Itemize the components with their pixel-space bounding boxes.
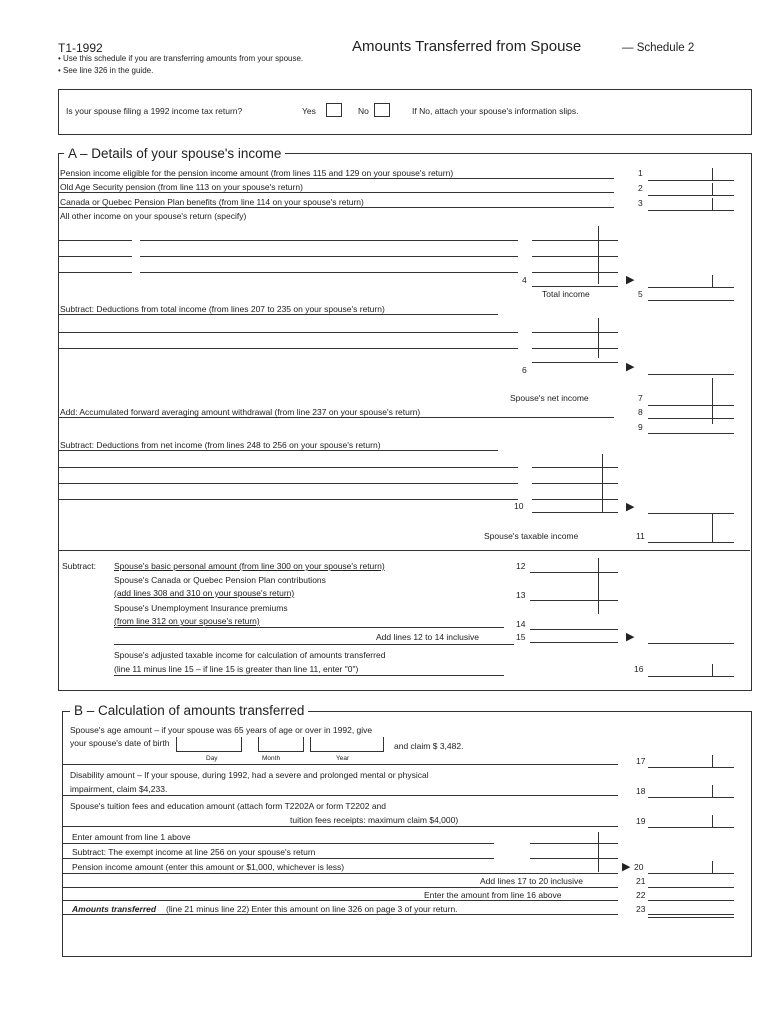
add-accum-label: Add: Accumulated forward averaging amount withdrawal (from line 237 on your spouse's return) [60, 407, 421, 417]
schedule-label: — Schedule 2 [622, 42, 695, 54]
line-number-2: 2 [638, 183, 643, 193]
add-12-14-label: Add lines 12 to 14 inclusive [376, 632, 480, 642]
no-checkbox[interactable] [374, 103, 390, 117]
line15-field[interactable] [530, 642, 618, 643]
add-17-20-label: Add lines 17 to 20 inclusive [480, 876, 584, 886]
cpp-label-2: (add lines 308 and 310 on your spouse's return) [114, 588, 295, 598]
line-number-16: 16 [634, 664, 644, 674]
line16-field[interactable] [648, 676, 734, 677]
month-caption: Month [262, 755, 281, 762]
total-income-label: Total income [542, 289, 590, 299]
line1-label: Pension income eligible for the pension income amount (from lines 115 and 129 on your spouse's return) [60, 168, 454, 178]
arrow-line20: ▶ [622, 861, 631, 873]
other-amt-1[interactable] [532, 240, 618, 241]
line-number-4: 4 [522, 275, 527, 285]
other-amt-2[interactable] [532, 256, 618, 257]
line12-field[interactable] [530, 572, 618, 573]
spouse-question: Is your spouse filing a 1992 income tax return? [66, 106, 243, 116]
other-income-label: All other income on your spouse's return (specify) [60, 211, 247, 221]
line-number-18: 18 [636, 786, 646, 796]
netded-spec-3[interactable] [58, 499, 518, 500]
line10-total-field[interactable] [648, 513, 734, 514]
arrow-line10: ▶ [626, 501, 635, 513]
line-number-21: 21 [636, 876, 646, 886]
arrow-line15: ▶ [626, 631, 635, 643]
line4-total-field[interactable] [648, 287, 734, 288]
line20-field[interactable] [648, 873, 734, 874]
line15-total-field[interactable] [648, 643, 734, 644]
line4-field[interactable] [532, 286, 618, 287]
line-number-12: 12 [516, 561, 526, 571]
line-number-10: 10 [514, 501, 524, 511]
tuition-label-1: Spouse's tuition fees and education amount (attach form T2202A or form T2202 and [70, 801, 387, 811]
bullet-2: • See line 326 in the guide. [58, 66, 154, 75]
line23-field[interactable] [648, 914, 734, 915]
net-income-label: Spouse's net income [510, 393, 589, 403]
ui-label-1: Spouse's Unemployment Insurance premiums [114, 603, 288, 613]
line21-field[interactable] [648, 887, 734, 888]
line-number-19: 19 [636, 816, 646, 826]
disability-label-2: impairment, claim $4,233. [70, 784, 168, 794]
line5-field[interactable] [648, 300, 734, 301]
deduction-spec-2[interactable] [58, 348, 518, 349]
cpp-label-1: Spouse's Canada or Quebec Pension Plan contributions [114, 575, 326, 585]
netded-amt-1[interactable] [532, 467, 618, 468]
line-number-13: 13 [516, 590, 526, 600]
line18-field[interactable] [648, 797, 734, 798]
subtract-exempt-label: Subtract: The exempt income at line 256 on your spouse's return [72, 847, 316, 857]
line-number-15: 15 [516, 632, 526, 642]
other-desc-1[interactable] [58, 240, 132, 241]
line3-field[interactable] [648, 210, 734, 211]
line8-field[interactable] [648, 418, 734, 419]
line-number-20: 20 [634, 862, 644, 872]
line-number-8: 8 [638, 407, 643, 417]
deduction-amt-1[interactable] [532, 332, 618, 333]
tuition-label-2: tuition fees receipts: maximum claim $4,000) [290, 815, 459, 825]
amounts-transferred-label: Amounts transferred [72, 904, 157, 914]
subtract-deductions-label: Subtract: Deductions from total income (from lines 207 to 235 on your spouse's return) [60, 304, 385, 314]
netded-amt-2[interactable] [532, 483, 618, 484]
pension-amount-label: Pension income amount (enter this amount or $1,000, whichever is less) [72, 862, 345, 872]
line9-field[interactable] [648, 433, 734, 434]
spouse-note: If No, attach your spouse's information slips. [412, 106, 579, 116]
line1-field[interactable] [648, 180, 734, 181]
line19-field[interactable] [648, 827, 734, 828]
birth-day-field[interactable] [176, 737, 242, 752]
line-number-17: 17 [636, 756, 646, 766]
netded-amt-3[interactable] [532, 499, 618, 500]
enter-16-label: Enter the amount from line 16 above [424, 890, 562, 900]
other-desc-3[interactable] [58, 272, 132, 273]
netded-spec-1[interactable] [58, 467, 518, 468]
line-number-6: 6 [522, 365, 527, 375]
line13-field[interactable] [530, 600, 618, 601]
taxable-income-label: Spouse's taxable income [484, 531, 579, 541]
subtract-exempt-field[interactable] [530, 858, 618, 859]
netded-spec-2[interactable] [58, 483, 518, 484]
basic-personal-label: Spouse's basic personal amount (from line 300 on your spouse's return) [114, 561, 385, 571]
line22-field[interactable] [648, 900, 734, 901]
yes-label: Yes [302, 106, 316, 116]
adjusted-label-2: (line 11 minus line 15 – if line 15 is greater than line 11, enter "0") [114, 664, 359, 674]
line6-total-field[interactable] [648, 374, 734, 375]
deduction-amt-2[interactable] [532, 348, 618, 349]
form-title: Amounts Transferred from Spouse [352, 38, 582, 55]
age-label-1: Spouse's age amount – if your spouse was 65 years of age or over in 1992, give [70, 725, 373, 735]
subtract-label: Subtract: [62, 561, 97, 571]
line-number-5: 5 [638, 289, 643, 299]
line-number-23: 23 [636, 904, 646, 914]
age-claim-label: and claim $ 3,482. [394, 741, 464, 751]
year-caption: Year [336, 755, 350, 762]
birth-year-field[interactable] [310, 737, 384, 752]
section-a-title: A – Details of your spouse's income [64, 146, 285, 161]
line-number-9: 9 [638, 422, 643, 432]
line2-field[interactable] [648, 195, 734, 196]
adjusted-label-1: Spouse's adjusted taxable income for calculation of amounts transferred [114, 650, 386, 660]
line3-label: Canada or Quebec Pension Plan benefits (from line 114 on your spouse's return) [60, 197, 364, 207]
line-number-7: 7 [638, 393, 643, 403]
line-number-3: 3 [638, 198, 643, 208]
line-number-11: 11 [636, 531, 645, 541]
arrow-line4: ▶ [626, 274, 635, 286]
line-number-22: 22 [636, 890, 646, 900]
line17-field[interactable] [648, 767, 734, 768]
arrow-line6: ▶ [626, 361, 635, 373]
day-caption: Day [206, 755, 218, 762]
other-spec-3[interactable] [140, 272, 518, 273]
disability-label-1: Disability amount – If your spouse, during 1992, had a severe and prolonged mental or physical [70, 770, 429, 780]
other-desc-2[interactable] [58, 256, 132, 257]
line6-field[interactable] [532, 362, 618, 363]
enter-line1-field[interactable] [530, 843, 618, 844]
line2-label: Old Age Security pension (from line 113 on your spouse's return) [60, 182, 303, 192]
line10-field[interactable] [532, 512, 618, 513]
section-b-title: B – Calculation of amounts transferred [70, 703, 308, 718]
subtract-net-label: Subtract: Deductions from net income (from lines 248 to 256 on your spouse's return) [60, 440, 381, 450]
ui-label-2: (from line 312 on your spouse's return) [114, 616, 260, 626]
form-id: T1-1992 [58, 41, 103, 55]
deduction-spec-1[interactable] [58, 332, 518, 333]
line14-field[interactable] [530, 629, 618, 630]
birth-month-field[interactable] [258, 737, 304, 752]
line7-field[interactable] [648, 405, 734, 406]
enter-line1-label: Enter amount from line 1 above [72, 832, 191, 842]
other-amt-3[interactable] [532, 272, 618, 273]
line-number-1: 1 [638, 168, 643, 178]
line-number-14: 14 [516, 619, 526, 629]
amounts-transferred-instructions: (line 21 minus line 22) Enter this amount on line 326 on page 3 of your return. [166, 904, 458, 914]
bullet-1: • Use this schedule if you are transferring amounts from your spouse. [58, 54, 304, 63]
other-spec-2[interactable] [140, 256, 518, 257]
age-label-2: your spouse's date of birth [70, 738, 170, 748]
yes-checkbox[interactable] [326, 103, 342, 117]
line11-field[interactable] [648, 542, 734, 543]
other-spec-1[interactable] [140, 240, 518, 241]
no-label: No [358, 106, 369, 116]
